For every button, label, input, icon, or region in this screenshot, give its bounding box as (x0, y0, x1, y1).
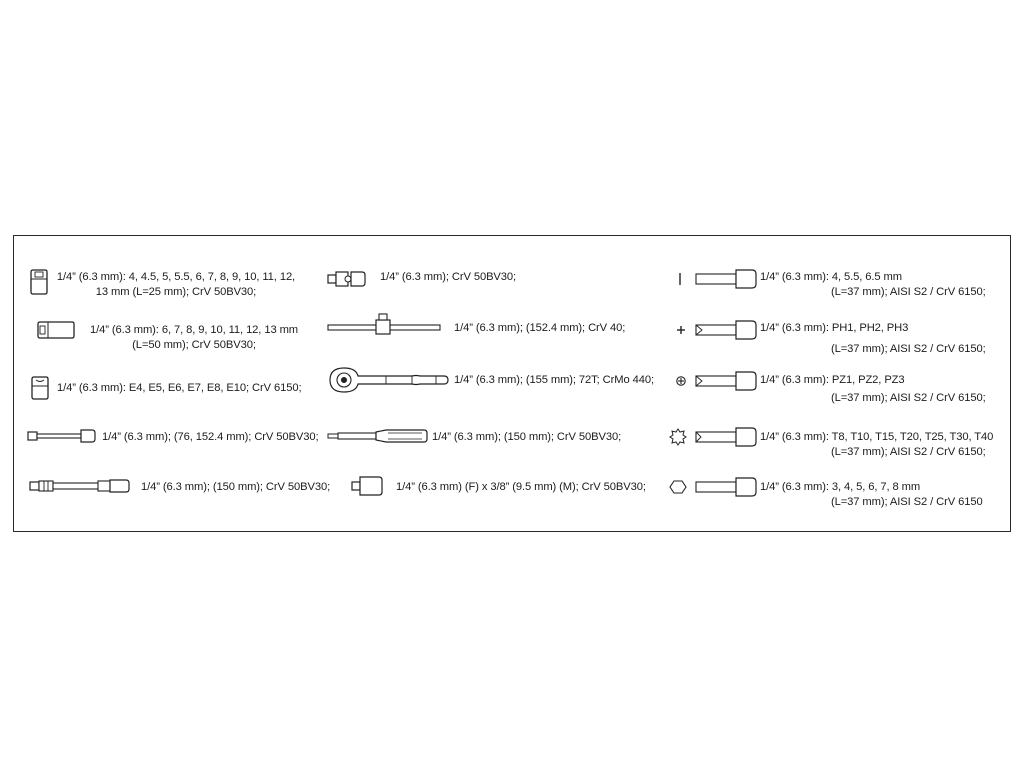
slotted-bit-socket-icon (676, 267, 760, 291)
description-line: 1/4” (6.3 mm); (152.4 mm); CrV 40; (454, 322, 626, 334)
torx-bit-description (760, 430, 993, 460)
pozidriv-bit-description (760, 373, 986, 406)
description-line: 1/4” (6.3 mm); CrV 50BV30; (380, 271, 517, 283)
screwdriver-handle-description (432, 430, 621, 445)
socket-deep-description (78, 323, 310, 353)
description-line: (L=37 mm); AISI S2 / CrV 6150; (831, 286, 986, 298)
sliding-t-bar-description (454, 321, 625, 336)
adapter-description (396, 480, 646, 495)
description-line: 1/4” (6.3 mm): PH1, PH2, PH3 (760, 322, 909, 334)
ratchet-description (454, 373, 654, 388)
description-line: 1/4” (6.3 mm); (155 mm); 72T; CrMo 440; (454, 374, 655, 386)
adapter-icon (350, 475, 384, 497)
flexible-extension-description (141, 480, 330, 495)
description-line: 1/4” (6.3 mm); (150 mm); CrV 50BV30; (141, 481, 331, 493)
screwdriver-handle-icon (326, 427, 430, 445)
socket-short-description (56, 270, 296, 300)
deep-socket-icon (36, 320, 76, 340)
hex-bit-description (760, 480, 983, 510)
sliding-t-bar-icon (326, 312, 444, 342)
description-line: (L=37 mm); AISI S2 / CrV 6150; (831, 392, 986, 404)
description-line: (L=37 mm); AISI S2 / CrV 6150 (831, 496, 983, 508)
short-socket-icon (29, 269, 49, 295)
torx-bit-socket-icon (670, 425, 760, 449)
universal-joint-description (380, 270, 516, 285)
ratchet-handle-icon (326, 364, 450, 396)
universal-joint-icon (326, 269, 368, 289)
phillips-bit-socket-icon (676, 318, 760, 342)
hex-bit-socket-icon (670, 475, 760, 499)
pozidriv-bit-socket-icon (676, 369, 760, 393)
slotted-bit-description (760, 270, 986, 300)
description-line: (L=37 mm); AISI S2 / CrV 6150; (831, 343, 986, 355)
description-line: 1/4” (6.3 mm): 6, 7, 8, 9, 10, 11, 12, 13 mm (89, 324, 299, 336)
description-line: 1/4” (6.3 mm): 4, 5.5, 6.5 mm (760, 271, 902, 283)
description-line: 1/4” (6.3 mm); (76, 152.4 mm); CrV 50BV30; (102, 431, 319, 443)
description-line: 1/4” (6.3 mm): PZ1, PZ2, PZ3 (760, 374, 905, 386)
extension-bar-description (102, 430, 319, 445)
socket-torx-description (57, 381, 301, 396)
description-line: 1/4” (6.3 mm) (F) x 3/8” (9.5 mm) (M); CrV 50BV30; (396, 481, 646, 493)
phillips-bit-description (760, 321, 986, 357)
description-line: 13 mm (L=25 mm); CrV 50BV30; (95, 286, 257, 298)
description-line: 1/4” (6.3 mm): 3, 4, 5, 6, 7, 8 mm (760, 481, 921, 493)
description-line: (L=37 mm); AISI S2 / CrV 6150; (831, 446, 986, 458)
description-line: 1/4” (6.3 mm); (150 mm); CrV 50BV30; (432, 431, 622, 443)
flexible-extension-icon (28, 477, 134, 495)
description-line: 1/4” (6.3 mm): T8, T10, T15, T20, T25, T30, T40 (760, 431, 994, 443)
description-line: (L=50 mm); CrV 50BV30; (132, 339, 256, 351)
torx-socket-icon (30, 376, 50, 400)
description-line: 1/4” (6.3 mm): E4, E5, E6, E7, E8, E10; CrV 6150; (57, 382, 302, 394)
tool-set-panel (13, 235, 1011, 532)
extension-bar-icon (26, 427, 98, 445)
description-line: 1/4” (6.3 mm): 4, 4.5, 5, 5.5, 6, 7, 8, 9, 10, 11, 12, (56, 271, 296, 283)
